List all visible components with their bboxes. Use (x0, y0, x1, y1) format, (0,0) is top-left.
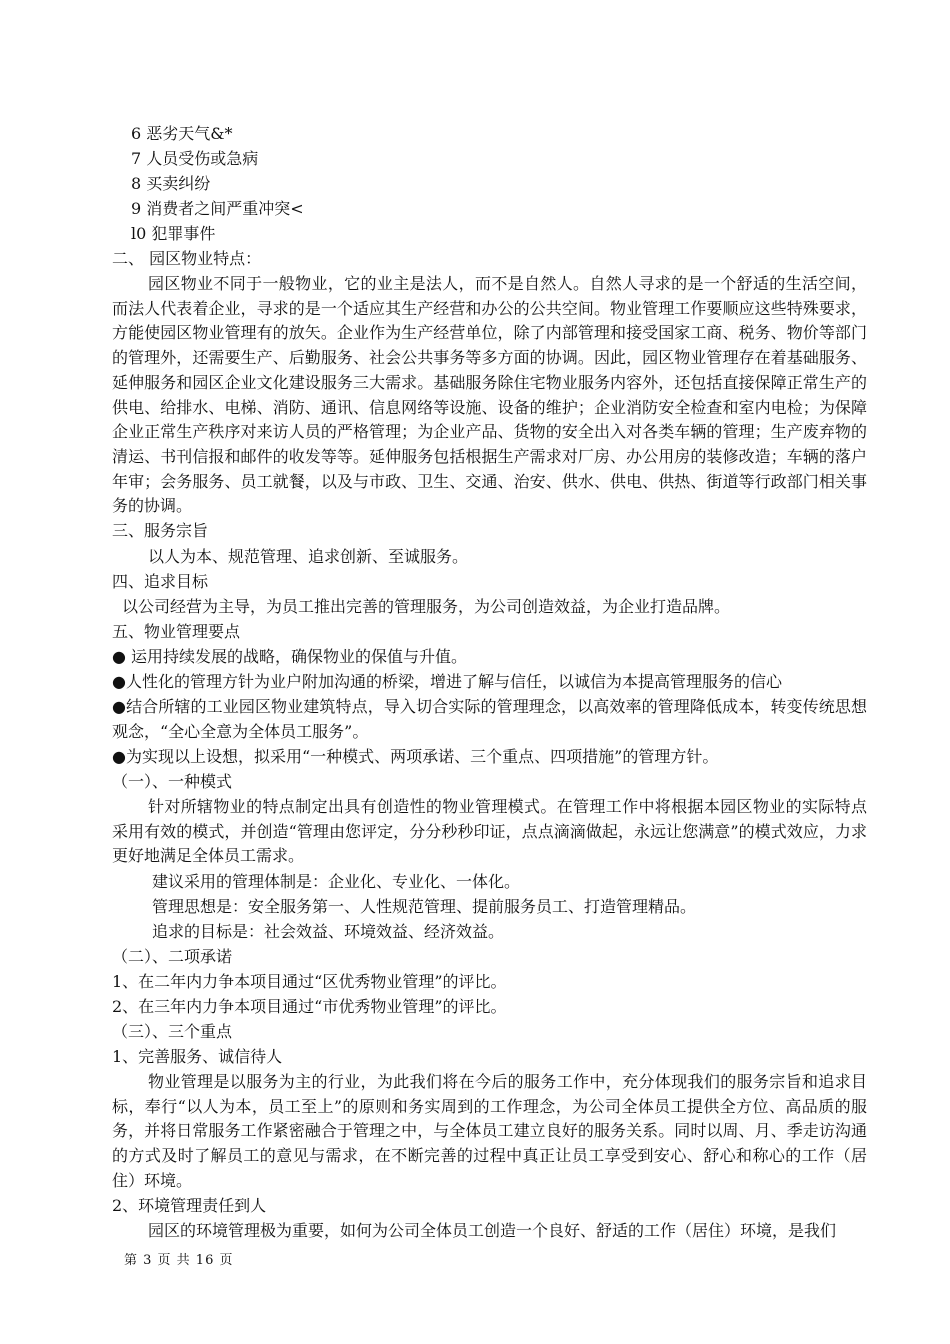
page-footer: 第 3 页 共 16 页 (124, 1253, 234, 1268)
bullet-item: ●结合所辖的工业园区物业建筑特点，导入切合实际的管理理念，以高效率的管理降低成本，转变传统思想 观念，“全心全意为全体员工服务”。 (112, 697, 889, 741)
section-5-heading: 五、物业管理要点 (112, 622, 241, 641)
subsection-1-heading: （一）、一种模式 (112, 772, 233, 791)
section-4-text: 以公司经营为主导，为员工推出完善的管理服务，为公司创造效益，为企业打造品牌。 (122, 597, 731, 616)
item-1-heading: 1、完善服务、诚信待人 (112, 1047, 283, 1066)
subsection-1-line: 追求的目标是：社会效益、环境效益、经济效益。 (152, 922, 505, 941)
subsection-2-heading: （二）、二项承诺 (112, 947, 233, 966)
list-item-7: 7 人员受伤或急病 (131, 149, 259, 168)
subsection-2-item: 1、在二年内力争本项目通过“区优秀物业管理”的评比。 (112, 972, 507, 991)
list-item-6: 6 恶劣天气&* (131, 124, 233, 143)
subsection-2-item: 2、在三年内力争本项目通过“市优秀物业管理”的评比。 (112, 997, 507, 1016)
section-3-heading: 三、服务宗旨 (112, 521, 209, 540)
subsection-1-paragraph: 针对所辖物业的特点制定出具有创造性的物业管理模式。在管理工作中将根据本园区物业的实际特点采用有效的模式，并创造“管理由您评定，分分秒秒印证，点点滴滴做起，永远让您满意”的模式效应，力求更好地满足全体员工需求。 (112, 797, 867, 866)
bullet-item: ●为实现以上设想，拟采用“一种模式、两项承诺、三个重点、四项措施”的管理方针。 (112, 747, 719, 766)
section-2-heading: 二、 园区物业特点： (112, 249, 262, 268)
list-item-9: 9 消费者之间严重冲突< (131, 199, 304, 218)
section-3-text: 以人为本、规范管理、追求创新、至诚服务。 (148, 547, 469, 566)
section-2-paragraph: 园区物业不同于一般物业，它的业主是法人，而不是自然人。自然人寻求的是一个舒适的生活空间，而法人代表着企业，寻求的是一个适应其生产经营和办公的公共空间。物业管理工作要顺应这些特殊要求，方能使园区物业管理有的放矢。企业作为生产经营单位，除了内部管理和接受国家工商、税务、物价等部门的管理外，还需要生产、后勤服务、社会公共事务等多方面的协调。因此，园区物业管理存在着基础服务、延伸服务和园区企业文化建设服务三大需求。基础服务除住宅物业服务内容外，还包括直接保障正常生产的供电、给排水、电梯、消防、通讯、信息网络等设施、设备的维护；企业消防安全检查和室内电检；为保障企业正常生产秩序对来访人员的严格管理；为企业产品、货物的安全出入对各类车辆的管理；生产废弃物的清运、书刊信报和邮件的收发等等。延伸服务包括根据生产需求对厂房、办公用房的装修改造；车辆的落户年审；会务服务、员工就餐，以及与市政、卫生、交通、治安、供水、供电、供热、街道等行政部门相关事务的协调。 (112, 274, 867, 516)
subsection-1-line: 管理思想是：安全服务第一、人性规范管理、提前服务员工、打造管理精品。 (152, 897, 697, 916)
list-item-10: l0 犯罪事件 (131, 224, 216, 243)
bullet-item: ●人性化的管理方针为业户附加沟通的桥梁，增进了解与信任，以诚信为本提高管理服务的信心 (112, 672, 782, 691)
item-2-heading: 2、环境管理责任到人 (112, 1196, 267, 1215)
item-2-paragraph: 园区的环境管理极为重要，如何为公司全体员工创造一个良好、舒适的工作（居住）环境，是我们 (148, 1221, 837, 1240)
subsection-1-line: 建议采用的管理体制是：企业化、专业化、一体化。 (152, 872, 521, 891)
item-1-paragraph: 物业管理是以服务为主的行业，为此我们将在今后的服务工作中，充分体现我们的服务宗旨和追求目标，奉行“以人为本，员工至上”的原则和务实周到的工作理念，为公司全体员工提供全方位、高品质的服务，并将日常服务工作紧密融合于管理之中，与全体员工建立良好的服务关系。同时以周、月、季走访沟通的方式及时了解员工的意见与需求，在不断完善的过程中真正让员工享受到安心、舒心和称心的工作（居住）环境。 (112, 1072, 867, 1190)
bullet-item: ● 运用持续发展的战略，确保物业的保值与升值。 (112, 647, 468, 666)
subsection-3-heading: （三）、三个重点 (112, 1022, 233, 1041)
list-item-8: 8 买卖纠纷 (131, 174, 211, 193)
section-4-heading: 四、追求目标 (112, 572, 209, 591)
